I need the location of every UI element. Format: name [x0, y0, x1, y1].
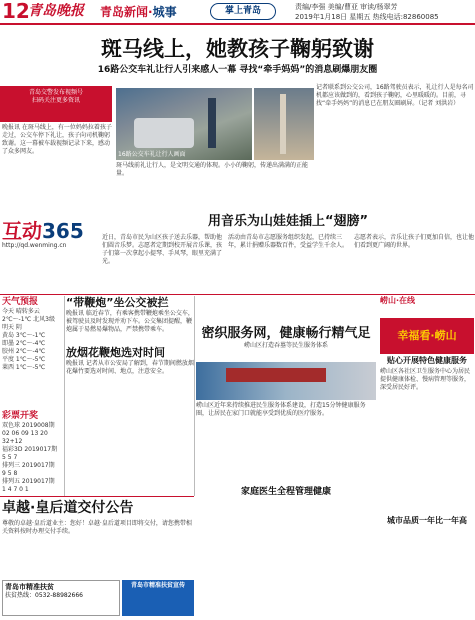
weather-row: 今天 晴转多云 — [2, 308, 40, 315]
lottery-row: 9 5 8 — [2, 470, 18, 477]
lead-body: 晚报讯 在斑马线上，有一位妈妈拉着孩子走过，公交车停下礼让，孩子向司机鞠躬致谢。这一幕被车载视频记录下来，感动了众多网友。 — [2, 124, 112, 155]
music-headline: 用音乐为山娃娃插上“翅膀” — [207, 214, 369, 229]
poverty-ad — [2, 580, 120, 616]
city-quality-headline: 城市品质一年比一年高 — [387, 516, 467, 525]
building-sign — [226, 368, 326, 382]
lead-subhead: 16路公交车礼让行人引来感人一幕 寻找“牵手妈妈”的消息刷爆朋友圈 — [97, 65, 378, 75]
lead-headline: 斑马线上，她教孩子鞠躬致谢 — [101, 37, 374, 61]
delivery-body: 尊敬的卓越·皇后道业主：您好！卓越·皇后道项目即将交付，请您携带相关资料按时办理交付手续。 — [2, 520, 192, 535]
lottery-row: 福彩3D 2019017期 — [2, 446, 58, 453]
logo-left: 互动 — [2, 219, 42, 243]
editor-info — [295, 2, 439, 22]
fireworks-headline: 放烟花鞭炮选对时间 — [66, 346, 165, 359]
weather-title: 天气预报 — [2, 297, 39, 307]
lottery-row: 1 4 7 0 1 — [2, 486, 29, 493]
paper-name: 青岛晚报 — [28, 3, 84, 19]
weather-row: 平度 1℃～-5℃ — [2, 356, 46, 363]
column-divider — [64, 296, 65, 496]
health-headline: 密织服务网，健康畅行精气足 — [201, 326, 371, 341]
date-line: 2019年1月18日 星期五 热线电话:82860085 — [295, 13, 439, 21]
poverty-promo: 青岛市精准扶贫宣传 — [122, 580, 194, 616]
festive-banner: 幸福看·崂山 — [380, 318, 474, 354]
section-bold: 城事 — [152, 5, 177, 19]
firecracker-headline: “带鞭炮”坐公交被拦 — [66, 296, 169, 309]
section-name: 青岛新闻· — [100, 5, 153, 19]
lottery-box — [2, 410, 64, 494]
section-title — [100, 4, 177, 20]
middle-column — [66, 296, 194, 376]
delivery-headline: 卓越·皇后道交付公告 — [2, 500, 134, 516]
poverty-ad-body: 扶贫热线：0532-88982666 — [5, 592, 83, 599]
lottery-row: 5 5 7 — [2, 454, 18, 461]
section-rule — [0, 294, 475, 295]
weather-row: 即墨 2℃～-4℃ — [2, 340, 46, 347]
promo-box — [0, 86, 112, 122]
weather-row: 2℃～-1℃ 北风3级 — [2, 316, 56, 323]
weather-row: 明天 阴 — [2, 324, 22, 331]
health-body: 崂山区近年来持续推进民生服务体系建设，打造15分钟健康服务圈，让居民在家门口就能享受到优质的医疗服务。 — [196, 402, 366, 417]
app-logo: 掌上青岛 — [210, 3, 276, 20]
music-col-3: 志愿者表示，音乐让孩子们更加自信，也让他们看到更广阔的世界。 — [354, 234, 475, 249]
editor-line: 责编/李强 美编/曹亚 审读/杨翠芳 — [295, 3, 398, 11]
health-subhead: 崂山区打造吞墓等民生服务体系 — [243, 342, 328, 349]
laoshan-tag-box — [380, 296, 474, 306]
lead-column-right: 记者联系到公交公司，16路驾驶员表示，礼让行人是每名司机都应该做到的，看到孩子鞠躬，心里暖暖的。目前，寻找“牵手妈妈”的消息已在朋友圈刷屏。（记者 刘洪岩） — [316, 84, 474, 107]
weather-row: 莱西 1℃～-5℃ — [2, 364, 46, 371]
lottery-title: 彩票开奖 — [2, 411, 39, 421]
page-number: 12 — [2, 0, 30, 23]
fireworks-body: 晚报讯 记者从市公安局了解到，春节期间燃放烟花爆竹要选对时间、地点，注意安全。 — [66, 360, 194, 375]
lottery-row: 排列三 2019017期 — [2, 462, 55, 469]
firecracker-body: 晚报讯 临近春节，有乘客携带鞭炮乘坐公交车，被驾驶员及时发现并劝下车。公交集团提醒，鞭炮属于易燃易爆物品，严禁携带乘车。 — [66, 310, 194, 333]
health-block — [196, 326, 376, 350]
lottery-row: 02 06 09 13 20 32+12 — [2, 430, 48, 445]
music-body — [2, 234, 474, 294]
street-pole — [280, 94, 286, 154]
health-subhead-2: 家庭医生全程管理健康 — [240, 487, 331, 497]
lottery-row: 双色球 2019008期 — [2, 422, 55, 429]
music-col-1: 近日，青岛市民为山区孩子送去乐器，帮助他们圆音乐梦。志愿者定期到校开展音乐课，孩子们第一次拿起小提琴、手风琴，眼里充满了光。 — [102, 234, 223, 265]
logo-number: 365 — [42, 219, 84, 243]
weather-row: 黄岛 3℃～-1℃ — [2, 332, 46, 339]
lead-column-mid: 斑马线前礼让行人，是文明交通的体现。小小的鞠躬，传递出满满的正能量。 — [116, 162, 309, 177]
service-body: 崂山区各社区卫生服务中心为居民提供健康体检、慢病管理等服务，深受居民好评。 — [380, 368, 471, 391]
bus-shape — [134, 118, 194, 148]
service-headline: 贴心开展特色健康服务 — [387, 356, 467, 365]
photo-caption: 16路公交车礼让行人画面 — [118, 151, 186, 158]
music-col-2: 活动由青岛市志愿服务组织发起，已持续三年，累计捐赠乐器数百件，受益学生千余人。 — [228, 234, 349, 249]
masthead-rule — [0, 23, 475, 25]
sign-pole — [208, 98, 216, 148]
bus-photo — [116, 88, 252, 160]
health-photo — [196, 362, 376, 400]
street-photo — [254, 88, 314, 160]
promo-line-1: 青岛交警发布视频号 — [28, 89, 83, 96]
weather-row: 胶州 2℃～-4℃ — [2, 348, 46, 355]
poverty-ad-title: 青岛市精准扶贫 — [5, 583, 54, 591]
bottom-rule — [0, 496, 194, 497]
column-divider — [194, 296, 195, 496]
weather-box — [2, 296, 64, 372]
promo-line-2: 扫码关注更多资讯 — [31, 97, 80, 104]
lottery-row: 排列五 2019017期 — [2, 478, 55, 485]
laoshan-tag: 崂山·在线 — [380, 296, 416, 305]
logo-url: http://qd.wenming.cn — [2, 242, 67, 249]
masthead — [0, 0, 475, 24]
